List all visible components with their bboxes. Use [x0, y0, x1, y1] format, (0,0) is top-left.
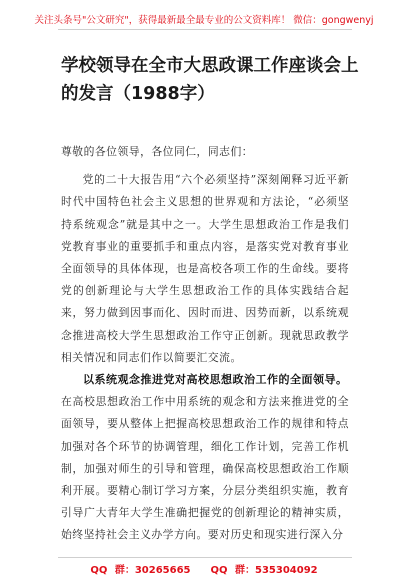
section-heading: 以系统观念推进党对高校思想政治工作的全面领导。	[83, 373, 348, 387]
footer-qq-groups: QQ 群：30265665 QQ 群：535304092	[90, 565, 318, 576]
document-title: 学校领导在全市大思政课工作座谈会上的发言（1988字）	[61, 56, 359, 104]
salutation: 尊敬的各位领导，各位同仁，同志们：	[61, 145, 254, 158]
paragraph-intro: 党的二十大报告用“六个必须坚持”深刻阐释习近平新时代中国特色社会主义思想的世界观和方法论，“必须坚持系统观念”就是其中之一。大学生思想政治工作是我们党教育事业的重要抓手和重点内容，是落实党对教育事业全面领导的具体体现，也是高校各项工作的生命线。要将党的创新理论与大学生思想政治工作的具体实践结合起来，努力做到因事而化、因时而进、因势而新，以系统观念推进高校大学生思想政治工作守正创新。现就思政教学相关情况和同志们作以简要汇交流。	[61, 173, 349, 364]
footer-divider	[58, 557, 352, 558]
header-divider	[58, 29, 352, 30]
paragraph-section-1: 在高校思想政治工作中用系统的观念和方法来推进党的全面领导，要从整体上把握高校思想政治工作的规律和特点加强对各个环节的协调管理，细化工作计划，完善工作机制，加强对师生的引导和管理，确保高校思想政治工作顺利开展。要精心制订学习方案，分层分类组织实施，教育引导广大青年大学生准确把握党的创新理论的精神实质，始终坚持社会主义办学方向。要对历史和现实进行深入分	[61, 395, 349, 542]
header-banner: 关注头条号"公文研究"，获得最新最全最专业的公文资料库！ 微信：gongwenyj	[34, 15, 374, 26]
document-body	[61, 141, 349, 547]
